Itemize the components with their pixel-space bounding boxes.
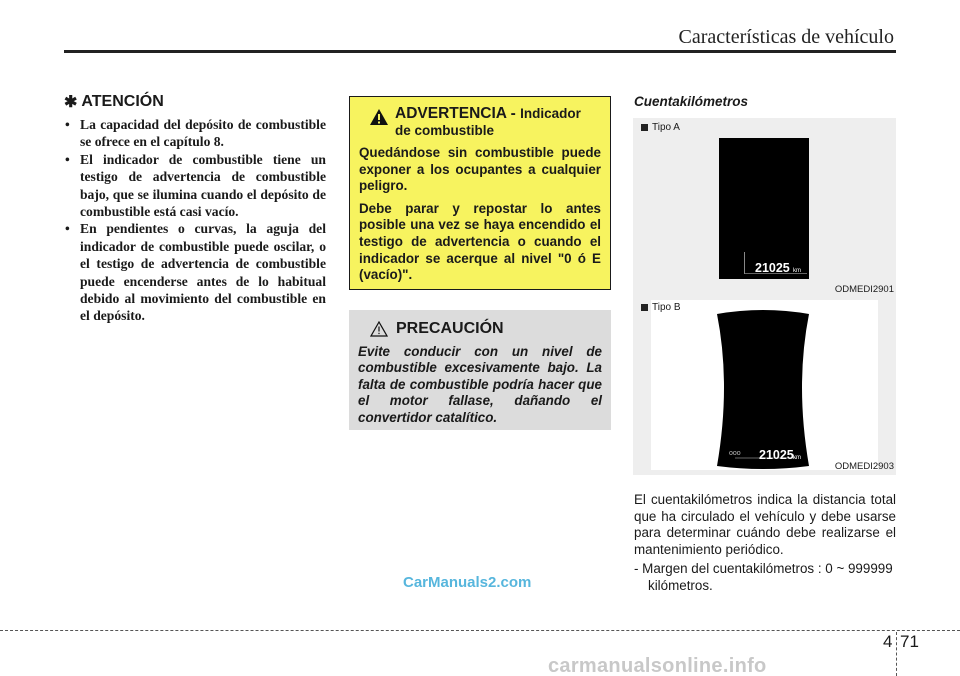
list-item: • El indicador de combustible tiene un testigo de advertencia de combustible bajo, que se ilumina cuando el depósito de combustible está casi vacío. (64, 151, 326, 221)
figure-type-b (633, 298, 896, 475)
indicator-dots-icon: ooo (729, 450, 741, 457)
page-number: 71 (900, 632, 919, 651)
odometer-unit: km (793, 268, 801, 274)
caution-triangle-icon (370, 321, 388, 337)
odometer-unit: km (793, 455, 801, 461)
figure-type-a (633, 118, 896, 298)
figure-label: Tipo B (641, 302, 681, 313)
odometer-description: El cuentakilómetros indica la distancia total que ha circulado el vehículo y debe usarse para determinar cuándo debe realizarse el mantenimiento periódico. (634, 492, 896, 557)
figure-code: ODMEDI2903 (834, 461, 894, 472)
page-divider (896, 632, 897, 676)
caution-box (349, 310, 611, 430)
warning-triangle-icon (369, 108, 389, 126)
header-rule (64, 50, 896, 53)
footer-rule (0, 630, 960, 631)
odometer-reading: 21025 (759, 448, 794, 462)
cross-star-icon: ✱ (64, 94, 78, 111)
figure-code: ODMEDI2901 (834, 284, 894, 295)
warning-paragraph: Quedándose sin combustible puede exponer a los ocupantes a cualquier peligro. (359, 145, 601, 194)
figure-label: Tipo A (641, 122, 680, 133)
warning-box (349, 96, 611, 290)
odometer-title: Cuentakilómetros (634, 94, 749, 109)
page-section: 4 (883, 632, 893, 651)
list-item: • En pendientes o curvas, la aguja del indicador de combustible puede oscilar, o el testigo de advertencia de combustible puede encenderse antes de lo habitual debido al movimiento del combustible en el depósito. (64, 220, 326, 324)
odometer-display-a (719, 138, 809, 279)
odometer-range: - Margen del cuentakilómetros : 0 ~ 999999 kilómetros. (634, 561, 893, 593)
footer-watermark: carmanualsonline.info (548, 655, 767, 676)
attention-section (64, 92, 326, 325)
attention-title: ATENCIÓN (81, 93, 164, 110)
section-title: Características de vehículo (678, 26, 894, 48)
list-item: • La capacidad del depósito de combustible se ofrece en el capítulo 8. (64, 116, 326, 151)
warning-title: ADVERTENCIA - Indicador de combustible (395, 105, 581, 138)
caution-title: PRECAUCIÓN (396, 320, 504, 337)
warning-paragraph: Debe parar y repostar lo antes posible una vez se haya encendido el testigo de advertencia o cuando el indicador se acerque al nivel "0 ó E (vacío)". (359, 200, 601, 283)
attention-list (64, 116, 326, 325)
odometer-display-b (651, 300, 878, 470)
odometer-reading: 21025 (755, 261, 790, 275)
attention-heading (64, 92, 326, 112)
watermark-link[interactable]: CarManuals2.com (403, 574, 532, 591)
square-bullet-icon (641, 304, 648, 311)
caution-text: Evite conducir con un nivel de combustible excesivamente bajo. La falta de combustible podría hacer que el motor fallase, dañando el convertidor catalítico. (358, 344, 602, 425)
cluster-shape (651, 300, 878, 470)
square-bullet-icon (641, 124, 648, 131)
